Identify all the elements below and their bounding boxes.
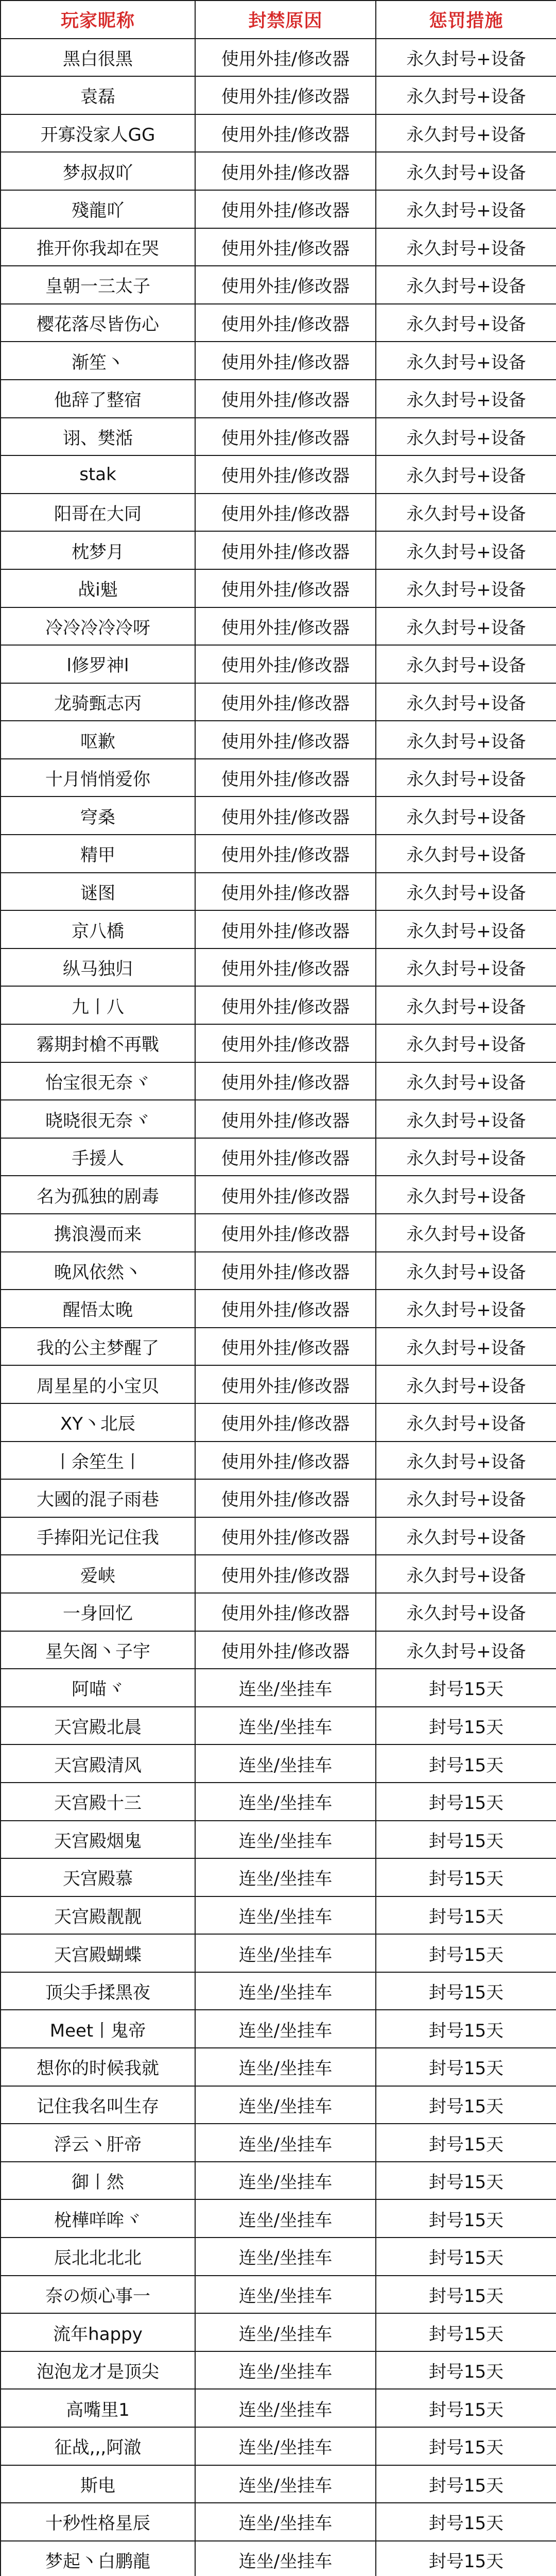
player-name-cell: 晚风依然丶 [1, 1252, 195, 1290]
table-row [1, 607, 556, 646]
player-name-cell: 辰北北北北 [1, 2238, 195, 2276]
penalty-cell: 封号15天 [376, 2199, 556, 2238]
table-row [1, 1403, 556, 1442]
ban-reason-cell: 使用外挂/修改器 [195, 418, 376, 456]
ban-reason-cell: 使用外挂/修改器 [195, 759, 376, 797]
penalty-cell: 永久封号+设备 [376, 873, 556, 911]
table-row [1, 1896, 556, 1935]
ban-reason-cell: 使用外挂/修改器 [195, 835, 376, 873]
penalty-cell: 永久封号+设备 [376, 1631, 556, 1669]
table-row [1, 2162, 556, 2200]
penalty-cell: 永久封号+设备 [376, 114, 556, 152]
table-row [1, 1024, 556, 1062]
table-row [1, 2465, 556, 2503]
penalty-cell: 永久封号+设备 [376, 1024, 556, 1062]
table-row [1, 76, 556, 114]
table-row [1, 569, 556, 607]
table-row [1, 39, 556, 77]
table-row [1, 2048, 556, 2086]
table-row [1, 1290, 556, 1328]
player-name-cell: 十月悄悄爱你 [1, 759, 195, 797]
column-header-player-name: 玩家昵称 [1, 1, 195, 39]
table-row [1, 1631, 556, 1669]
penalty-cell: 永久封号+设备 [376, 418, 556, 456]
ban-reason-cell: 使用外挂/修改器 [195, 1138, 376, 1176]
ban-reason-cell: 使用外挂/修改器 [195, 190, 376, 228]
player-name-cell: 阳哥在大同 [1, 494, 195, 532]
ban-reason-cell: 使用外挂/修改器 [195, 380, 376, 418]
table-row [1, 873, 556, 911]
ban-reason-cell: 使用外挂/修改器 [195, 1214, 376, 1252]
penalty-cell: 永久封号+设备 [376, 721, 556, 759]
penalty-cell: 封号15天 [376, 1896, 556, 1935]
player-name-cell: 霧期封槍不再戰 [1, 1024, 195, 1062]
ban-reason-cell: 连坐/坐挂车 [195, 1783, 376, 1821]
player-name-cell: 殘龍吖 [1, 190, 195, 228]
penalty-cell: 永久封号+设备 [376, 1517, 556, 1555]
player-name-cell: 想你的时候我就 [1, 2048, 195, 2086]
ban-reason-cell: 使用外挂/修改器 [195, 1062, 376, 1100]
player-name-cell: 战i魁 [1, 569, 195, 607]
ban-reason-cell: 使用外挂/修改器 [195, 1290, 376, 1328]
penalty-cell: 永久封号+设备 [376, 569, 556, 607]
ban-reason-cell: 使用外挂/修改器 [195, 342, 376, 380]
player-name-cell: 爱峡 [1, 1555, 195, 1593]
ban-reason-cell: 连坐/坐挂车 [195, 2010, 376, 2048]
player-name-cell: 流年happy [1, 2313, 195, 2351]
table-row [1, 1252, 556, 1290]
player-name-cell: 枕梦月 [1, 531, 195, 569]
player-name-cell: l修罗神l [1, 645, 195, 683]
player-name-cell: 九丨八 [1, 986, 195, 1024]
table-row [1, 266, 556, 304]
column-header-penalty: 惩罚措施 [376, 1, 556, 39]
player-name-cell: 冷冷冷冷冷呀 [1, 607, 195, 646]
player-name-cell: 推开你我却在哭 [1, 228, 195, 266]
player-name-cell: 浮云丶肝帝 [1, 2124, 195, 2162]
ban-reason-cell: 使用外挂/修改器 [195, 1631, 376, 1669]
penalty-cell: 封号15天 [376, 2313, 556, 2351]
player-name-cell: 晓晓很无奈ヾ [1, 1100, 195, 1138]
ban-reason-cell: 使用外挂/修改器 [195, 910, 376, 948]
ban-reason-cell: 连坐/坐挂车 [195, 1707, 376, 1745]
table-row [1, 455, 556, 494]
ban-reason-cell: 使用外挂/修改器 [195, 607, 376, 646]
penalty-cell: 封号15天 [376, 1783, 556, 1821]
ban-reason-cell: 使用外挂/修改器 [195, 39, 376, 77]
ban-reason-cell: 使用外挂/修改器 [195, 152, 376, 190]
player-name-cell: 他辞了整宿 [1, 380, 195, 418]
table-row [1, 1100, 556, 1138]
table-row [1, 948, 556, 987]
penalty-cell: 封号15天 [376, 1669, 556, 1707]
penalty-cell: 永久封号+设备 [376, 1100, 556, 1138]
penalty-cell: 永久封号+设备 [376, 910, 556, 948]
player-name-cell: 开寡没家人GG [1, 114, 195, 152]
table-row [1, 796, 556, 835]
penalty-cell: 永久封号+设备 [376, 266, 556, 304]
player-name-cell: 记住我名叫生存 [1, 2086, 195, 2124]
table-row [1, 1669, 556, 1707]
ban-reason-cell: 使用外挂/修改器 [195, 266, 376, 304]
table-row [1, 2389, 556, 2427]
penalty-cell: 永久封号+设备 [376, 1593, 556, 1631]
player-name-cell: 手捧阳光记住我 [1, 1517, 195, 1555]
player-name-cell: XY丶北辰 [1, 1403, 195, 1442]
player-name-cell: 梦起丶白鹏龍 [1, 2541, 195, 2576]
ban-reason-cell: 使用外挂/修改器 [195, 114, 376, 152]
penalty-cell: 永久封号+设备 [376, 1176, 556, 1214]
table-row [1, 342, 556, 380]
table-row [1, 228, 556, 266]
penalty-cell: 封号15天 [376, 2048, 556, 2086]
penalty-cell: 永久封号+设备 [376, 531, 556, 569]
penalty-cell: 封号15天 [376, 2162, 556, 2200]
ban-reason-cell: 连坐/坐挂车 [195, 2199, 376, 2238]
penalty-cell: 封号15天 [376, 1744, 556, 1783]
player-name-cell: 名为孤独的剧毒 [1, 1176, 195, 1214]
player-name-cell: 十秒性格星辰 [1, 2503, 195, 2541]
player-name-cell: 天宫殿慕 [1, 1858, 195, 1896]
ban-reason-cell: 使用外挂/修改器 [195, 531, 376, 569]
penalty-cell: 永久封号+设备 [376, 455, 556, 494]
ban-reason-cell: 使用外挂/修改器 [195, 948, 376, 987]
ban-reason-cell: 连坐/坐挂车 [195, 1858, 376, 1896]
table-row [1, 721, 556, 759]
ban-reason-cell: 使用外挂/修改器 [195, 1024, 376, 1062]
player-name-cell: 龙骑甄志丙 [1, 683, 195, 721]
table-row [1, 1214, 556, 1252]
ban-reason-cell: 使用外挂/修改器 [195, 76, 376, 114]
player-name-cell: 阿喵ヾ [1, 1669, 195, 1707]
ban-reason-cell: 连坐/坐挂车 [195, 1744, 376, 1783]
player-name-cell: 谜图 [1, 873, 195, 911]
table-row [1, 2276, 556, 2314]
table-row [1, 2351, 556, 2389]
table-row [1, 1176, 556, 1214]
player-name-cell: 天宫殿北晨 [1, 1707, 195, 1745]
table-header [1, 1, 556, 39]
table-row [1, 1365, 556, 1403]
penalty-cell: 封号15天 [376, 2351, 556, 2389]
table-row [1, 2541, 556, 2576]
header-row [1, 1, 556, 39]
table-row [1, 683, 556, 721]
player-name-cell: 天宫殿烟鬼 [1, 1821, 195, 1859]
table-row [1, 1479, 556, 1517]
table-row [1, 645, 556, 683]
ban-reason-cell: 使用外挂/修改器 [195, 1365, 376, 1403]
player-name-cell: 穹桑 [1, 796, 195, 835]
table-row [1, 531, 556, 569]
penalty-cell: 封号15天 [376, 2276, 556, 2314]
table-row [1, 1062, 556, 1100]
table-row [1, 986, 556, 1024]
table-row [1, 759, 556, 797]
player-name-cell: 醒悟太晚 [1, 1290, 195, 1328]
ban-reason-cell: 使用外挂/修改器 [195, 1328, 376, 1366]
ban-reason-cell: 使用外挂/修改器 [195, 304, 376, 342]
player-name-cell: 精甲 [1, 835, 195, 873]
table-row [1, 1744, 556, 1783]
ban-reason-cell: 连坐/坐挂车 [195, 2427, 376, 2465]
penalty-cell: 永久封号+设备 [376, 152, 556, 190]
ban-reason-cell: 使用外挂/修改器 [195, 228, 376, 266]
player-name-cell: 星矢阁丶子宇 [1, 1631, 195, 1669]
player-name-cell: 携浪漫而来 [1, 1214, 195, 1252]
ban-reason-cell: 连坐/坐挂车 [195, 2313, 376, 2351]
ban-reason-cell: 使用外挂/修改器 [195, 1555, 376, 1593]
player-name-cell: 黑白很黑 [1, 39, 195, 77]
ban-reason-cell: 使用外挂/修改器 [195, 721, 376, 759]
player-name-cell: 泡泡龙才是顶尖 [1, 2351, 195, 2389]
penalty-cell: 永久封号+设备 [376, 607, 556, 646]
penalty-cell: 永久封号+设备 [376, 1252, 556, 1290]
player-name-cell: 斯电 [1, 2465, 195, 2503]
ban-reason-cell: 使用外挂/修改器 [195, 683, 376, 721]
ban-reason-cell: 连坐/坐挂车 [195, 1934, 376, 1972]
table-row [1, 1555, 556, 1593]
penalty-cell: 封号15天 [376, 1707, 556, 1745]
penalty-cell: 永久封号+设备 [376, 1479, 556, 1517]
penalty-cell: 永久封号+设备 [376, 1062, 556, 1100]
penalty-cell: 永久封号+设备 [376, 190, 556, 228]
player-name-cell: 呕歉 [1, 721, 195, 759]
player-name-cell: 顶尖手揉黑夜 [1, 1972, 195, 2010]
ban-reason-cell: 使用外挂/修改器 [195, 1403, 376, 1442]
penalty-cell: 永久封号+设备 [376, 796, 556, 835]
player-name-cell: 梦叔叔吖 [1, 152, 195, 190]
penalty-cell: 永久封号+设备 [376, 342, 556, 380]
ban-reason-cell: 使用外挂/修改器 [195, 645, 376, 683]
table-row [1, 114, 556, 152]
ban-reason-cell: 连坐/坐挂车 [195, 2162, 376, 2200]
ban-reason-cell: 连坐/坐挂车 [195, 2541, 376, 2576]
penalty-cell: 封号15天 [376, 1972, 556, 2010]
ban-reason-cell: 连坐/坐挂车 [195, 1669, 376, 1707]
table-row [1, 2086, 556, 2124]
ban-reason-cell: 连坐/坐挂车 [195, 2276, 376, 2314]
player-name-cell: 周星星的小宝贝 [1, 1365, 195, 1403]
player-name-cell: 御丨然 [1, 2162, 195, 2200]
penalty-cell: 封号15天 [376, 2503, 556, 2541]
player-name-cell: stak [1, 455, 195, 494]
ban-reason-cell: 连坐/坐挂车 [195, 2503, 376, 2541]
player-name-cell: 渐笙丶 [1, 342, 195, 380]
player-name-cell: 一身回忆 [1, 1593, 195, 1631]
table-row [1, 1517, 556, 1555]
ban-reason-cell: 使用外挂/修改器 [195, 494, 376, 532]
player-name-cell: 樱花落尽皆伤心 [1, 304, 195, 342]
ban-reason-cell: 使用外挂/修改器 [195, 796, 376, 835]
player-name-cell: 诩、樊湉 [1, 418, 195, 456]
player-name-cell: 梲樺咩哞ヾ [1, 2199, 195, 2238]
player-name-cell: 我的公主梦醒了 [1, 1328, 195, 1366]
player-name-cell: 皇朝一三太子 [1, 266, 195, 304]
player-name-cell: 怡宝很无奈ヾ [1, 1062, 195, 1100]
penalty-cell: 封号15天 [376, 1934, 556, 1972]
penalty-cell: 永久封号+设备 [376, 228, 556, 266]
table-row [1, 1934, 556, 1972]
penalty-cell: 永久封号+设备 [376, 380, 556, 418]
ban-reason-cell: 使用外挂/修改器 [195, 455, 376, 494]
player-name-cell: 袁磊 [1, 76, 195, 114]
table-row [1, 1972, 556, 2010]
penalty-cell: 永久封号+设备 [376, 683, 556, 721]
penalty-cell: 封号15天 [376, 2010, 556, 2048]
player-name-cell: 征战,,,阿澈 [1, 2427, 195, 2465]
player-name-cell: Meet丨鬼帝 [1, 2010, 195, 2048]
ban-reason-cell: 连坐/坐挂车 [195, 2465, 376, 2503]
table-row [1, 1858, 556, 1896]
table-row [1, 2427, 556, 2465]
penalty-cell: 封号15天 [376, 2427, 556, 2465]
ban-reason-cell: 使用外挂/修改器 [195, 873, 376, 911]
penalty-cell: 封号15天 [376, 2238, 556, 2276]
player-name-cell: 丨余笙生丨 [1, 1442, 195, 1480]
table-row [1, 2010, 556, 2048]
penalty-cell: 永久封号+设备 [376, 494, 556, 532]
player-name-cell: 天宫殿蝴蝶 [1, 1934, 195, 1972]
ban-reason-cell: 使用外挂/修改器 [195, 1100, 376, 1138]
player-name-cell: 奈の烦心事一 [1, 2276, 195, 2314]
ban-reason-cell: 使用外挂/修改器 [195, 569, 376, 607]
ban-reason-cell: 连坐/坐挂车 [195, 1896, 376, 1935]
penalty-cell: 永久封号+设备 [376, 304, 556, 342]
player-name-cell: 手援人 [1, 1138, 195, 1176]
table-row [1, 1328, 556, 1366]
table-row [1, 380, 556, 418]
penalty-cell: 永久封号+设备 [376, 835, 556, 873]
player-name-cell: 天宫殿靓靓 [1, 1896, 195, 1935]
penalty-cell: 封号15天 [376, 2389, 556, 2427]
penalty-cell: 永久封号+设备 [376, 1138, 556, 1176]
ban-reason-cell: 使用外挂/修改器 [195, 986, 376, 1024]
ban-reason-cell: 使用外挂/修改器 [195, 1442, 376, 1480]
penalty-cell: 永久封号+设备 [376, 759, 556, 797]
player-name-cell: 天宫殿十三 [1, 1783, 195, 1821]
table-row [1, 2199, 556, 2238]
player-name-cell: 纵马独归 [1, 948, 195, 987]
column-header-ban-reason: 封禁原因 [195, 1, 376, 39]
penalty-cell: 永久封号+设备 [376, 1555, 556, 1593]
penalty-cell: 永久封号+设备 [376, 986, 556, 1024]
penalty-cell: 封号15天 [376, 2124, 556, 2162]
ban-reason-cell: 连坐/坐挂车 [195, 2238, 376, 2276]
penalty-cell: 永久封号+设备 [376, 1328, 556, 1366]
table-row [1, 1783, 556, 1821]
table-row [1, 835, 556, 873]
ban-reason-cell: 连坐/坐挂车 [195, 2351, 376, 2389]
table-row [1, 494, 556, 532]
ban-reason-cell: 使用外挂/修改器 [195, 1252, 376, 1290]
ban-reason-cell: 连坐/坐挂车 [195, 1821, 376, 1859]
table-row [1, 1821, 556, 1859]
penalty-cell: 永久封号+设备 [376, 39, 556, 77]
ban-reason-cell: 使用外挂/修改器 [195, 1176, 376, 1214]
ban-reason-cell: 连坐/坐挂车 [195, 2389, 376, 2427]
table-row [1, 304, 556, 342]
table-row [1, 1593, 556, 1631]
player-name-cell: 天宫殿清风 [1, 1744, 195, 1783]
penalty-cell: 封号15天 [376, 2086, 556, 2124]
table-row [1, 2124, 556, 2162]
table-row [1, 1442, 556, 1480]
ban-reason-cell: 连坐/坐挂车 [195, 2124, 376, 2162]
table-row [1, 2503, 556, 2541]
penalty-cell: 永久封号+设备 [376, 1403, 556, 1442]
penalty-cell: 永久封号+设备 [376, 645, 556, 683]
table-row [1, 152, 556, 190]
penalty-cell: 永久封号+设备 [376, 1214, 556, 1252]
ban-reason-cell: 使用外挂/修改器 [195, 1517, 376, 1555]
ban-reason-cell: 连坐/坐挂车 [195, 2048, 376, 2086]
penalty-cell: 封号15天 [376, 2465, 556, 2503]
penalty-cell: 永久封号+设备 [376, 76, 556, 114]
ban-reason-cell: 使用外挂/修改器 [195, 1479, 376, 1517]
penalty-cell: 封号15天 [376, 1821, 556, 1859]
table-row [1, 910, 556, 948]
ban-reason-cell: 连坐/坐挂车 [195, 1972, 376, 2010]
penalty-cell: 永久封号+设备 [376, 1442, 556, 1480]
penalty-cell: 永久封号+设备 [376, 948, 556, 987]
table-row [1, 190, 556, 228]
table-row [1, 2313, 556, 2351]
penalty-cell: 封号15天 [376, 1858, 556, 1896]
penalty-cell: 封号15天 [376, 2541, 556, 2576]
penalty-cell: 永久封号+设备 [376, 1365, 556, 1403]
table-body [1, 39, 556, 2576]
table-row [1, 418, 556, 456]
ban-reason-cell: 连坐/坐挂车 [195, 2086, 376, 2124]
player-name-cell: 京八橋 [1, 910, 195, 948]
player-name-cell: 高嘴里1 [1, 2389, 195, 2427]
player-name-cell: 大國的混子雨巷 [1, 1479, 195, 1517]
penalty-cell: 永久封号+设备 [376, 1290, 556, 1328]
table-row [1, 1138, 556, 1176]
table-row [1, 2238, 556, 2276]
ban-reason-cell: 使用外挂/修改器 [195, 1593, 376, 1631]
table-row [1, 1707, 556, 1745]
